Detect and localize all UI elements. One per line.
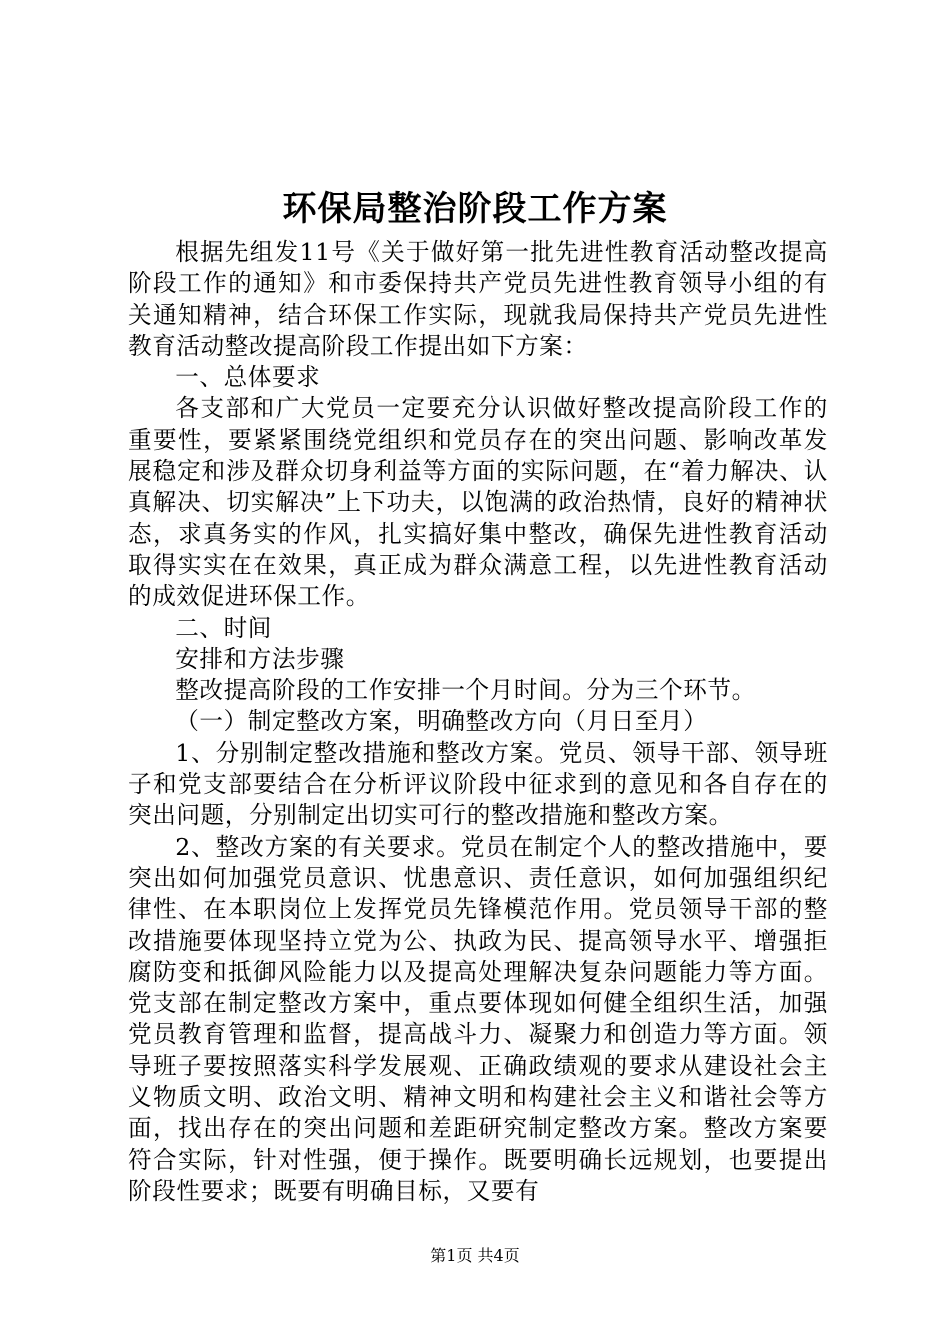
document-title: 环保局整治阶段工作方案: [282, 189, 668, 229]
paragraph-schedule: 整改提高阶段的工作安排一个月时间。分为三个环节。: [175, 676, 756, 705]
paragraph-item-1: 1、分别制定整改措施和整改方案。党员、领导干部、领导班子和党支部要结合在分析评议阶段中征求到的意见和各自存在的突出问题，分别制定出切实可行的整改措施和整改方案。: [128, 738, 828, 830]
heading-arrangement: 安排和方法步骤: [175, 644, 345, 673]
document-body: [128, 237, 828, 1207]
paragraph-general-requirements: 各支部和广大党员一定要充分认识做好整改提高阶段工作的重要性，要紧紧围绕党组织和党员存在的突出问题、影响改革发展稳定和涉及群众切身利益等方面的实际问题，在“着力解决、认真解决、切实解决”上下功夫，以饱满的政治热情，良好的精神状态，求真务实的作风，扎实搞好集中整改，确保先进性教育活动取得实实在在效果，真正成为群众满意工程，以先进性教育活动的成效促进环保工作。: [128, 394, 828, 611]
paragraph-item-2: 2、整改方案的有关要求。党员在制定个人的整改措施中，要突出如何加强党员意识、忧患意识、责任意识，如何加强组织纪律性、在本职岗位上发挥党员先锋模范作用。党员领导干部的整改措施要体现坚持立党为公、执政为民、提高领导水平、增强拒腐防变和抵御风险能力以及提高处理解决复杂问题能力等方面。党支部在制定整改方案中，重点要体现如何健全组织生活，加强党员教育管理和监督，提高战斗力、凝聚力和创造力等方面。领导班子要按照落实科学发展观、正确政绩观的要求从建设社会主义物质文明、政治文明、精神文明和构建社会主义和谐社会等方面，找出存在的突出问题和差距研究制定整改方案。整改方案要符合实际，针对性强，便于操作。既要明确长远规划，也要提出阶段性要求；既要有明确目标，又要有: [128, 832, 828, 1205]
paragraph-intro: 根据先组发11号《关于做好第一批先进性教育活动整改提高阶段工作的通知》和市委保持共产党员先进性教育领导小组的有关通知精神，结合环保工作实际，现就我局保持共产党员先进性教育活动整改提高阶段工作提出如下方案：: [128, 238, 828, 360]
heading-step-one: （一）制定整改方案，明确整改方向（月日至月）: [175, 707, 708, 736]
heading-general-requirements: 一、总体要求: [175, 363, 321, 392]
page-footer: 第1页 共4页: [430, 1246, 520, 1265]
heading-time: 二、时间: [175, 613, 272, 642]
